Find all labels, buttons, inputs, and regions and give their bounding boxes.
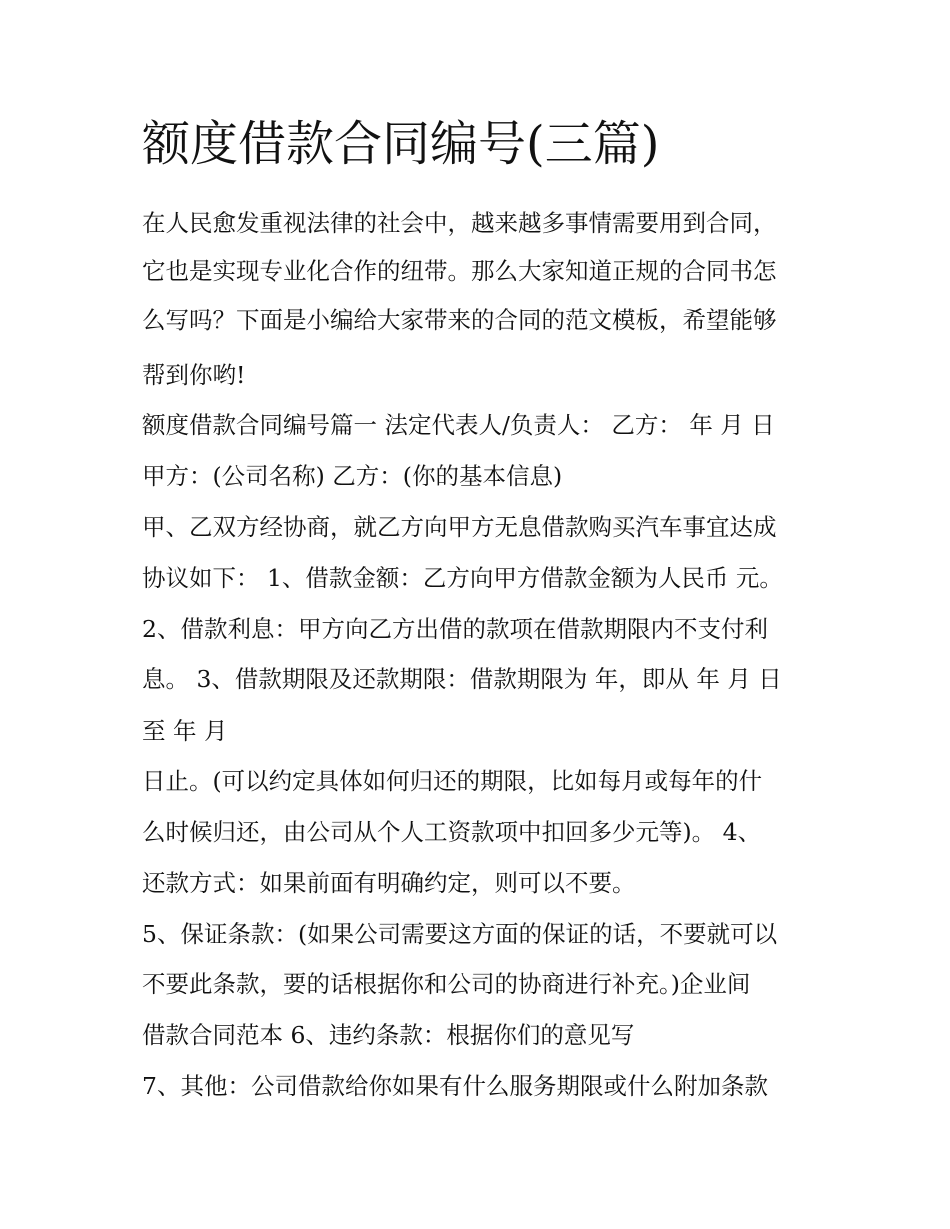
body-line: 还款方式：如果前面有明确约定，则可以不要。 (142, 869, 636, 897)
body-line: 它也是实现专业化合作的纽带。那么大家知道正规的合同书怎 (142, 257, 777, 285)
body-line: 么时候归还，由公司从个人工资款项中扣回多少元等)。 4、 (142, 818, 762, 846)
body-line: 借款合同范本 6、违约条款：根据你们的意见写 (142, 1021, 635, 1049)
body-line: 甲方：(公司名称) 乙方：(你的基本信息) (142, 462, 563, 490)
body-line: 5、保证条款：(如果公司需要这方面的保证的话，不要就可以 (142, 920, 778, 948)
body-line: 么写吗？下面是小编给大家带来的合同的范文模板，希望能够 (142, 306, 777, 334)
body-line: 息。 3、借款期限及还款期限：借款期限为 年，即从 年 月 日 (142, 665, 782, 693)
body-line: 日止。(可以约定具体如何归还的期限，比如每月或每年的什 (142, 767, 763, 795)
body-line: 不要此条款，要的话根据你和公司的协商进行补充。)企业间 (142, 970, 751, 998)
body-line: 7、其他：公司借款给你如果有什么服务期限或什么附加条款 (142, 1072, 768, 1100)
document-title: 额度借款合同编号(三篇) (142, 116, 660, 172)
body-line: 帮到你哟! (142, 361, 246, 389)
body-line: 甲、乙双方经协商，就乙方向甲方无息借款购买汽车事宜达成 (142, 513, 777, 541)
body-line: 额度借款合同编号篇一 法定代表人/负责人： 乙方： 年 月 日 (142, 411, 775, 439)
body-line: 协议如下： 1、借款金额：乙方向甲方借款金额为人民币 元。 (142, 564, 783, 592)
body-line: 2、借款利息：甲方向乙方出借的款项在借款期限内不支付利 (142, 615, 768, 643)
body-line: 至 年 月 (142, 717, 228, 745)
body-line: 在人民愈发重视法律的社会中，越来越多事情需要用到合同， (142, 209, 777, 237)
